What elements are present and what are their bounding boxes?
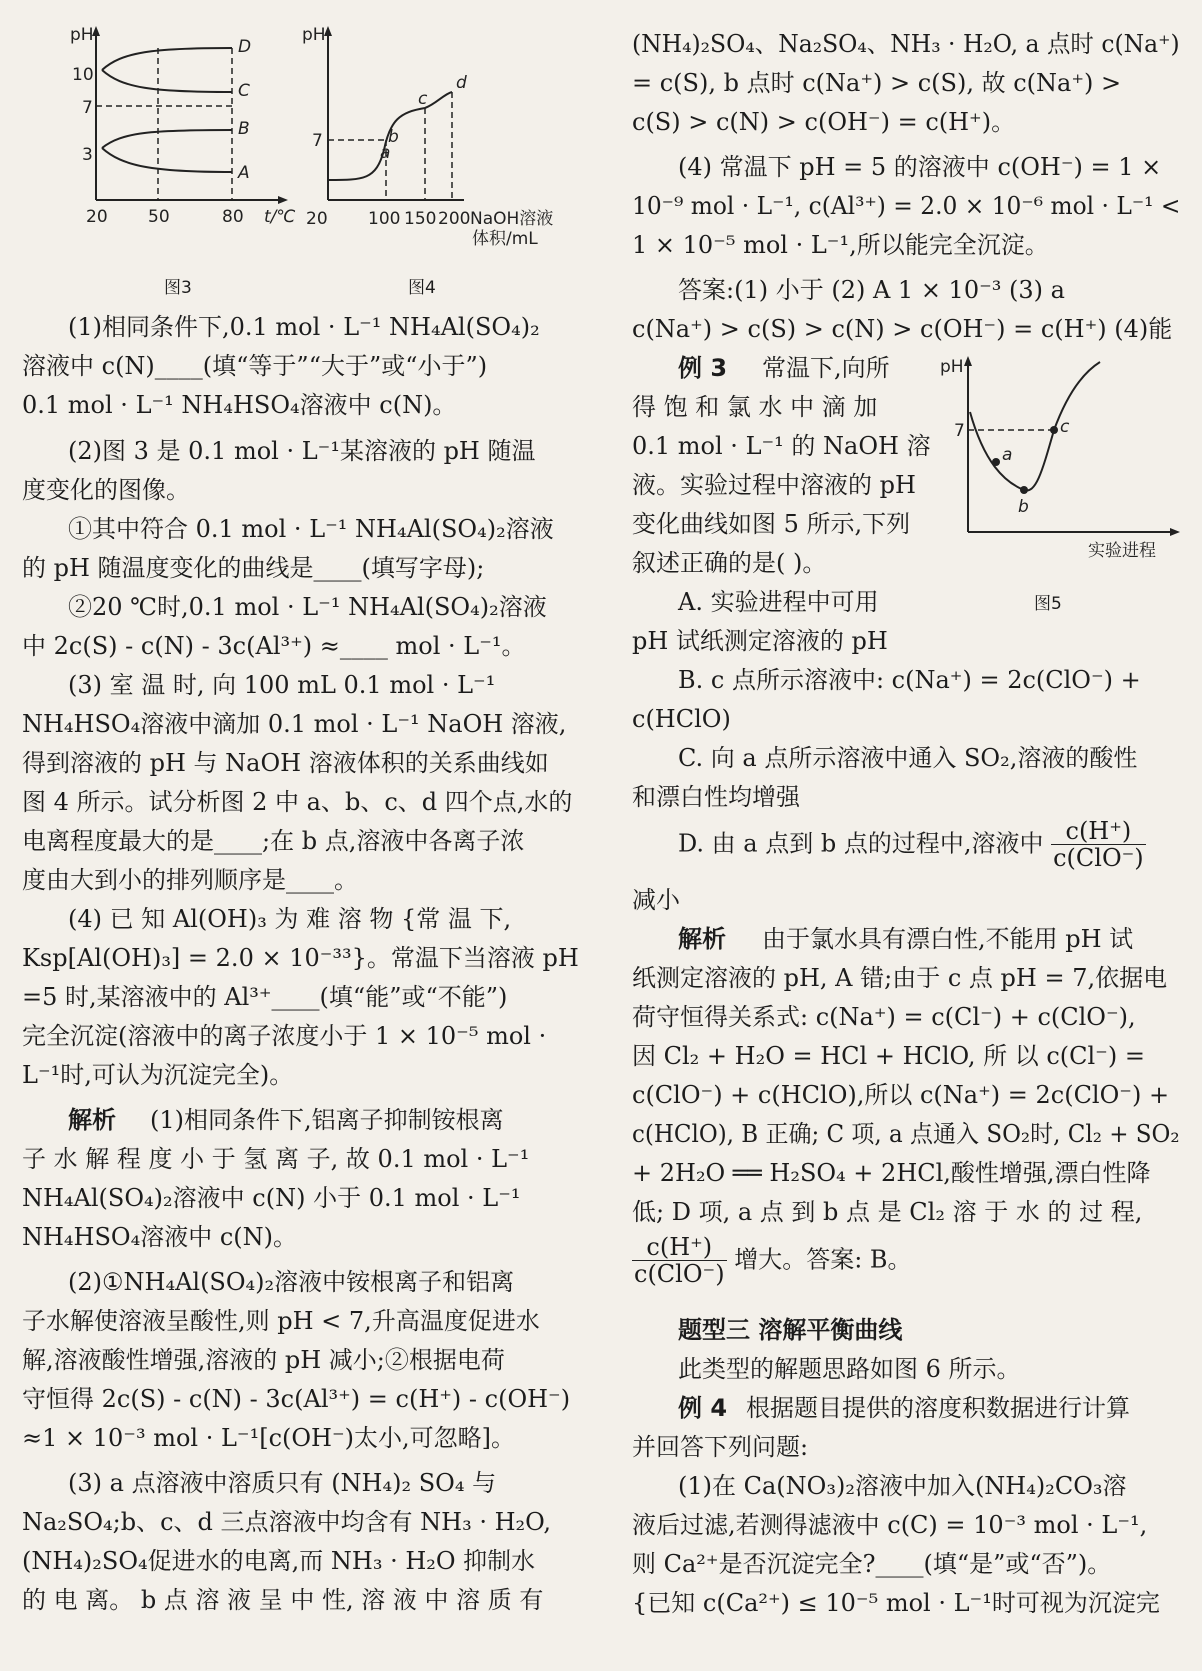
left-line-1: (1)相同条件下,0.1 mol · L⁻¹ NH₄Al(SO₄)₂ — [68, 313, 540, 341]
right-line-13: 变化曲线如图 5 所示,下列 — [632, 510, 911, 538]
fraction-denominator: c(ClO⁻) — [1053, 844, 1144, 873]
left-line-17: Ksp[Al(OH)₃] = 2.0 × 10⁻³³}。常温下当溶液 pH — [22, 944, 579, 972]
left-line-11: NH₄HSO₄溶液中滴加 0.1 mol · L⁻¹ NaOH 溶液, — [22, 710, 567, 738]
right-line-20: 和漂白性均增强 — [632, 783, 800, 811]
left-line-13: 图 4 所示。试分析图 2 中 a、b、c、d 四个点,水的 — [22, 788, 573, 816]
right-line-35: (1)在 Ca(NO₃)₂溶液中加入(NH₄)₂CO₃溶 — [678, 1472, 1127, 1500]
left-line-4: (2)图 3 是 0.1 mol · L⁻¹某溶液的 pH 随温 — [68, 437, 536, 465]
fig4-point-d: d — [456, 73, 467, 93]
right-line-29: + 2H₂O ══ H₂SO₄ + 2HCl,酸性增强,漂白性降 — [632, 1159, 1151, 1187]
right-line-3: c(S) > c(N) > c(OH⁻) = c(H⁺)。 — [632, 108, 1016, 136]
fig3-x-tick-50: 50 — [148, 207, 170, 227]
right-line-27: c(ClO⁻) + c(HClO),所以 c(Na⁺) = 2c(ClO⁻) + — [632, 1081, 1170, 1109]
right-line-11: 0.1 mol · L⁻¹ 的 NaOH 溶 — [632, 432, 931, 460]
left-line-12: 得到溶液的 pH 与 NaOH 溶液体积的关系曲线如 — [22, 749, 549, 777]
section-heading: 题型三 溶解平衡曲线 — [678, 1316, 903, 1344]
fig3-curve-c — [102, 70, 232, 92]
fig3-x-tick-20: 20 — [86, 207, 108, 227]
fig3-x-tick-80: 80 — [222, 207, 244, 227]
right-line-9: 常温下,向所 — [762, 354, 890, 382]
left-line-22: 子 水 解 程 度 小 于 氢 离 子, 故 0.1 mol · L⁻¹ — [22, 1145, 530, 1173]
right-line-10: 得 饱 和 氯 水 中 滴 加 — [632, 393, 878, 421]
fraction-numerator: c(H⁺) — [1051, 818, 1146, 845]
fig5-dot-b — [1020, 486, 1028, 494]
right-line-12: 液。实验过程中溶液的 pH — [632, 471, 916, 499]
fig4-point-c: c — [418, 89, 428, 109]
figure-4-chart — [284, 20, 584, 250]
left-line-29: ≈1 × 10⁻³ mol · L⁻¹[c(OH⁻)太小,可忽略]。 — [22, 1424, 515, 1452]
fig3-y-tick-7: 7 — [82, 98, 93, 118]
left-line-19: 完全沉淀(溶液中的离子浓度小于 1 × 10⁻⁵ mol · — [22, 1022, 547, 1050]
right-line-18: c(HClO) — [632, 705, 731, 733]
right-line-33: 根据题目提供的溶度积数据进行计算 — [746, 1394, 1130, 1422]
answer-fraction-denominator: c(ClO⁻) — [634, 1260, 725, 1289]
right-line-17: B. c 点所示溶液中: c(Na⁺) = 2c(ClO⁻) + — [678, 666, 1141, 694]
figure-3-chart — [42, 20, 296, 230]
left-line-16: (4) 已 知 Al(OH)₃ 为 难 溶 物 {常 温 下, — [68, 905, 512, 933]
fig5-point-a: a — [1002, 445, 1013, 465]
right-line-23: 由于氯水具有漂白性,不能用 pH 试 — [762, 925, 1134, 953]
fig5-point-c: c — [1060, 417, 1070, 437]
fig3-y-tick-3: 3 — [82, 145, 93, 165]
fig3-curve-a — [102, 148, 232, 172]
right-line-30: 低; D 项, a 点 到 b 点 是 Cl₂ 溶 于 水 的 过 程, — [632, 1198, 1143, 1226]
right-line-21: D. 由 a 点到 b 点的过程中,溶液中 — [678, 829, 1044, 858]
fig5-dot-c — [1050, 426, 1058, 434]
fig5-dot-a — [992, 458, 1000, 466]
left-line-33: 的 电 离。 b 点 溶 液 呈 中 性, 溶 液 中 溶 质 有 — [22, 1586, 544, 1614]
right-line-5: 10⁻⁹ mol · L⁻¹, c(Al³⁺) = 2.0 × 10⁻⁶ mol · L⁻¹ < — [632, 192, 1181, 220]
right-line-26: 因 Cl₂ + H₂O = HCl + HClO, 所 以 c(Cl⁻) = — [632, 1042, 1145, 1070]
left-line-25: (2)①NH₄Al(SO₄)₂溶液中铵根离子和铝离 — [68, 1268, 515, 1296]
left-line-9: 中 2c(S) - c(N) - 3c(Al³⁺) ≈____ mol · L⁻¹。 — [22, 632, 526, 660]
right-line-4: (4) 常温下 pH = 5 的溶液中 c(OH⁻) = 1 × — [678, 153, 1162, 181]
right-line-32: 此类型的解题思路如图 6 所示。 — [678, 1355, 1021, 1383]
right-line-28: c(HClO), B 正确; C 项, a 点通入 SO₂时, Cl₂ + SO₂ — [632, 1120, 1180, 1148]
example-4-label: 例 4 — [678, 1394, 728, 1422]
fig5-x-axis-label: 实验进程 — [1088, 541, 1156, 561]
fig3-y-axis-label: pH — [70, 25, 94, 45]
left-line-5: 度变化的图像。 — [22, 476, 190, 504]
left-line-8: ②20 ℃时,0.1 mol · L⁻¹ NH₄Al(SO₄)₂溶液 — [68, 593, 547, 621]
right-line-36: 液后过滤,若测得滤液中 c(C) = 10⁻³ mol · L⁻¹, — [632, 1511, 1148, 1539]
answer-fraction-line — [632, 1234, 912, 1288]
right-line-2: = c(S), b 点时 c(Na⁺) > c(S), 故 c(Na⁺) > — [632, 69, 1122, 97]
right-line-1: (NH₄)₂SO₄、Na₂SO₄、NH₃ · H₂O, a 点时 c(Na⁺) — [632, 30, 1180, 58]
answer-fraction — [632, 1234, 727, 1288]
fig3-curve-b — [102, 130, 232, 148]
right-line-38: {已知 c(Ca²⁺) ≤ 10⁻⁵ mol · L⁻¹时可视为沉淀完 — [632, 1589, 1160, 1617]
fig4-point-a: a — [380, 143, 391, 163]
figure-3-caption: 图3 — [164, 278, 192, 298]
fig4-y-tick-7: 7 — [312, 131, 323, 151]
left-line-21: (1)相同条件下,铝离子抑制铵根离 — [150, 1106, 504, 1134]
left-line-28: 守恒得 2c(S) - c(N) - 3c(Al³⁺) = c(H⁺) - c(OH⁻) — [22, 1385, 571, 1413]
fig3-label-c: C — [238, 81, 250, 101]
left-line-31: Na₂SO₄;b、c、d 三点溶液中均含有 NH₃ · H₂O, — [22, 1508, 552, 1536]
fig4-y-axis-label: pH — [302, 25, 326, 45]
left-line-7: 的 pH 随温度变化的曲线是____(填写字母); — [22, 554, 485, 582]
left-line-14: 电离程度最大的是____;在 b 点,溶液中各离子浓 — [22, 827, 525, 855]
option-d-line — [678, 818, 1146, 872]
right-line-14: 叙述正确的是( )。 — [632, 549, 827, 577]
left-line-6: ①其中符合 0.1 mol · L⁻¹ NH₄Al(SO₄)₂溶液 — [68, 515, 554, 543]
fig4-x-tick-150: 150 — [404, 209, 437, 229]
fig4-x-tick-100: 100 — [368, 209, 401, 229]
fig3-label-d: D — [238, 37, 252, 57]
right-line-22: 减小 — [632, 886, 680, 914]
right-line-16: pH 试纸测定溶液的 pH — [632, 627, 888, 655]
left-line-2: 溶液中 c(N)____(填“等于”“大于”或“小于”) — [22, 352, 488, 380]
fig3-label-b: B — [238, 119, 250, 139]
left-line-24: NH₄HSO₄溶液中 c(N)。 — [22, 1223, 298, 1251]
figure-5-caption: 图5 — [1034, 594, 1062, 614]
fig5-curve — [970, 362, 1100, 490]
fig3-curve-d — [102, 48, 232, 70]
figure-4-caption: 图4 — [408, 278, 436, 298]
right-jiexi-label: 解析 — [678, 925, 726, 953]
fig5-y-axis-label: pH — [940, 357, 964, 377]
right-line-31: 增大。答案: B。 — [734, 1245, 912, 1274]
left-line-10: (3) 室 温 时, 向 100 mL 0.1 mol · L⁻¹ — [68, 671, 496, 699]
figure-5-chart — [924, 352, 1180, 572]
left-line-18: =5 时,某溶液中的 Al³⁺____(填“能”或“不能”) — [22, 983, 508, 1011]
right-line-34: 并回答下列问题: — [632, 1433, 809, 1461]
answer-fraction-numerator: c(H⁺) — [632, 1234, 727, 1261]
left-line-27: 解,溶液酸性增强,溶液的 pH 减小;②根据电荷 — [22, 1346, 505, 1374]
left-line-26: 子水解使溶液呈酸性,则 pH < 7,升高温度促进水 — [22, 1307, 540, 1335]
fig5-point-b: b — [1018, 497, 1029, 517]
fig4-x-axis-label-1: NaOH溶液 — [470, 209, 554, 229]
right-line-19: C. 向 a 点所示溶液中通入 SO₂,溶液的酸性 — [678, 744, 1138, 772]
right-line-7: 答案:(1) 小于 (2) A 1 × 10⁻³ (3) a — [678, 276, 1065, 304]
left-line-20: L⁻¹时,可认为沉淀完全)。 — [22, 1061, 294, 1089]
fraction-h-over-clo — [1051, 818, 1146, 872]
right-line-25: 荷守恒得关系式: c(Na⁺) = c(Cl⁻) + c(ClO⁻), — [632, 1003, 1136, 1031]
left-line-23: NH₄Al(SO₄)₂溶液中 c(N) 小于 0.1 mol · L⁻¹ — [22, 1184, 521, 1212]
left-line-3: 0.1 mol · L⁻¹ NH₄HSO₄溶液中 c(N)。 — [22, 391, 457, 419]
right-line-37: 则 Ca²⁺是否沉淀完全?____(填“是”或“否”)。 — [632, 1550, 1112, 1578]
right-line-8: c(Na⁺) > c(S) > c(N) > c(OH⁻) = c(H⁺) (4)能 — [632, 315, 1173, 343]
example-3-label: 例 3 — [678, 354, 728, 382]
left-line-32: (NH₄)₂SO₄促进水的电离,而 NH₃ · H₂O 抑制水 — [22, 1547, 536, 1575]
fig3-y-tick-10: 10 — [72, 65, 94, 85]
fig4-x-tick-20: 20 — [306, 209, 328, 229]
fig4-x-axis-label-2: 体积/mL — [472, 229, 538, 249]
left-jiexi-label: 解析 — [68, 1106, 116, 1134]
right-line-6: 1 × 10⁻⁵ mol · L⁻¹,所以能完全沉淀。 — [632, 231, 1049, 259]
fig5-y-tick-7: 7 — [954, 421, 965, 441]
right-line-24: 纸测定溶液的 pH, A 错;由于 c 点 pH = 7,依据电 — [632, 964, 1168, 992]
left-line-15: 度由大到小的排列顺序是____。 — [22, 866, 358, 894]
fig3-label-a: A — [238, 163, 250, 183]
right-line-15: A. 实验进程中可用 — [678, 588, 879, 616]
left-line-30: (3) a 点溶液中溶质只有 (NH₄)₂ SO₄ 与 — [68, 1469, 497, 1497]
fig4-x-tick-200: 200 — [438, 209, 471, 229]
fig4-point-b: b — [388, 127, 399, 147]
fig3-x-axis-label: t/℃ — [264, 207, 296, 227]
